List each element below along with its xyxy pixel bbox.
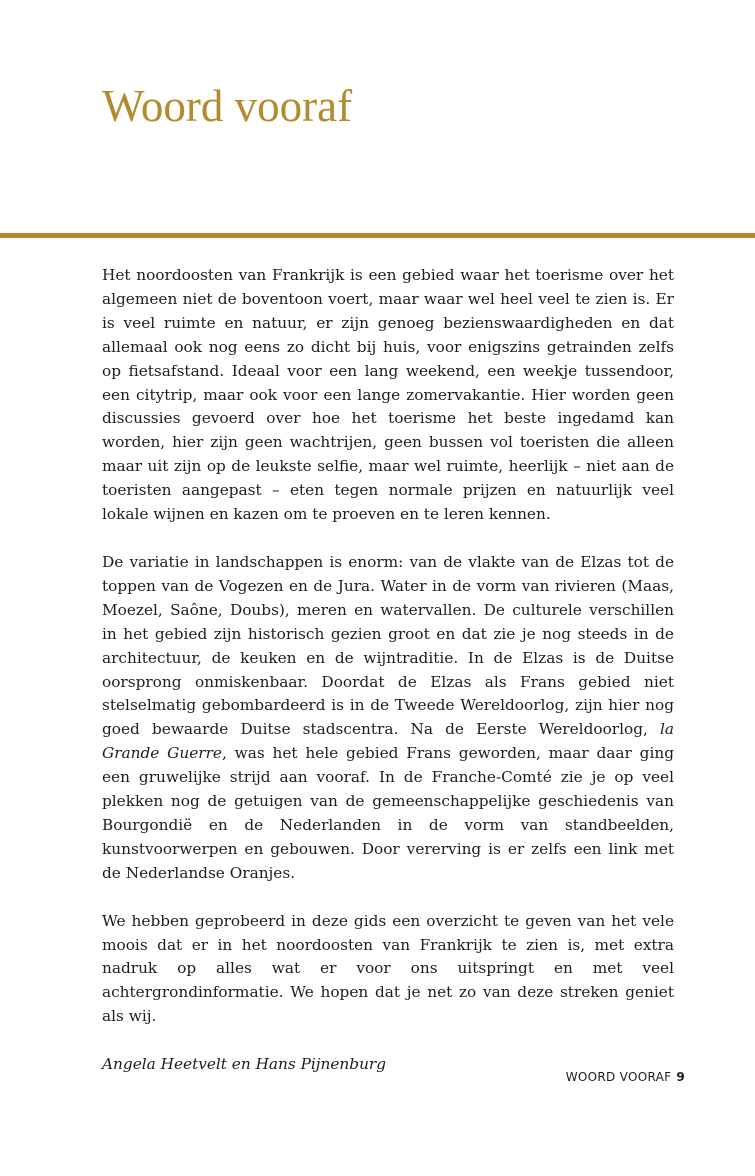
paragraph-text: , was het hele gebied Frans geworden, maar daar ging een gruwelijke strijd aan vooraf. In de Franche-Comté zie je op veel plekken nog de getuigen van de gemeenschappelijke geschiedenis van Bourgondië en de Nederlanden in de vorm van standbeelden, kunstvoorwerpen en gebouwen. Door vererving is er zelfs een link met de Nederlandse Oranjes. [102, 744, 674, 882]
running-header: WOORD VOORAF [565, 1070, 672, 1084]
page-title: Woord vooraf [102, 81, 353, 131]
paragraph [102, 264, 674, 527]
author-signature: Angela Heetvelt en Hans Pijnenburg [102, 1055, 387, 1074]
paragraph-text: De variatie in landschappen is enorm: van de vlakte van de Elzas tot de toppen van de Vogezen en de Jura. Water in de vorm van rivieren (Maas, Moezel, Saône, Doubs), meren en watervallen. De culturele verschillen in het gebied zijn historisch gezien groot en dat zie je nog steeds in de architectuur, de keuken en de wijntraditie. In de Elzas is de Duitse oorsprong onmiskenbaar. Doordat de Elzas als Frans gebied niet stelselmatig gebombardeerd is in de Tweede Wereldoorlog, zijn hier nog goed bewaarde Duitse stadscentra. Na de Eerste Wereldoorlog, [102, 552, 674, 739]
paragraph [102, 910, 674, 1030]
italic-phrase: la Grande Guerre [102, 720, 674, 763]
page-number: 9 [676, 1070, 685, 1084]
body-text [102, 264, 674, 1101]
title-divider [0, 233, 755, 238]
paragraph-text: We hebben geprobeerd in deze gids een overzicht te geven van het vele moois dat er in het noordoosten van Frankrijk te zien is, met extra nadruk op alles wat er voor ons uitspringt en met veel achtergrondinformatie. We hopen dat je net zo van deze streken geniet als wij. [102, 911, 674, 1026]
paragraph-text: Het noordoosten van Frankrijk is een gebied waar het toerisme over het algemeen niet de boventoon voert, maar waar wel heel veel te zien is. Er is veel ruimte en natuur, er zijn genoeg bezienswaardigheden en dat allemaal ook nog eens zo dicht bij huis, voor enigszins getrainden zelfs op fietsafstand. Ideaal voor een lang weekend, een weekje tussendoor, een citytrip, maar ook voor een lange zomervakantie. Hier worden geen discussies gevoerd over hoe het toerisme het beste ingedamd kan worden, hier zijn geen wachtrijen, geen bussen vol toeristen die alleen maar uit zijn op de leukste selfie, maar wel ruimte, heerlijk – niet aan de toeristen aangepast – eten tegen normale prijzen en natuurlijk veel lokale wijnen en kazen om te proeven en te leren kennen. [102, 266, 674, 524]
page-footer [566, 1068, 685, 1086]
paragraph [102, 551, 674, 886]
